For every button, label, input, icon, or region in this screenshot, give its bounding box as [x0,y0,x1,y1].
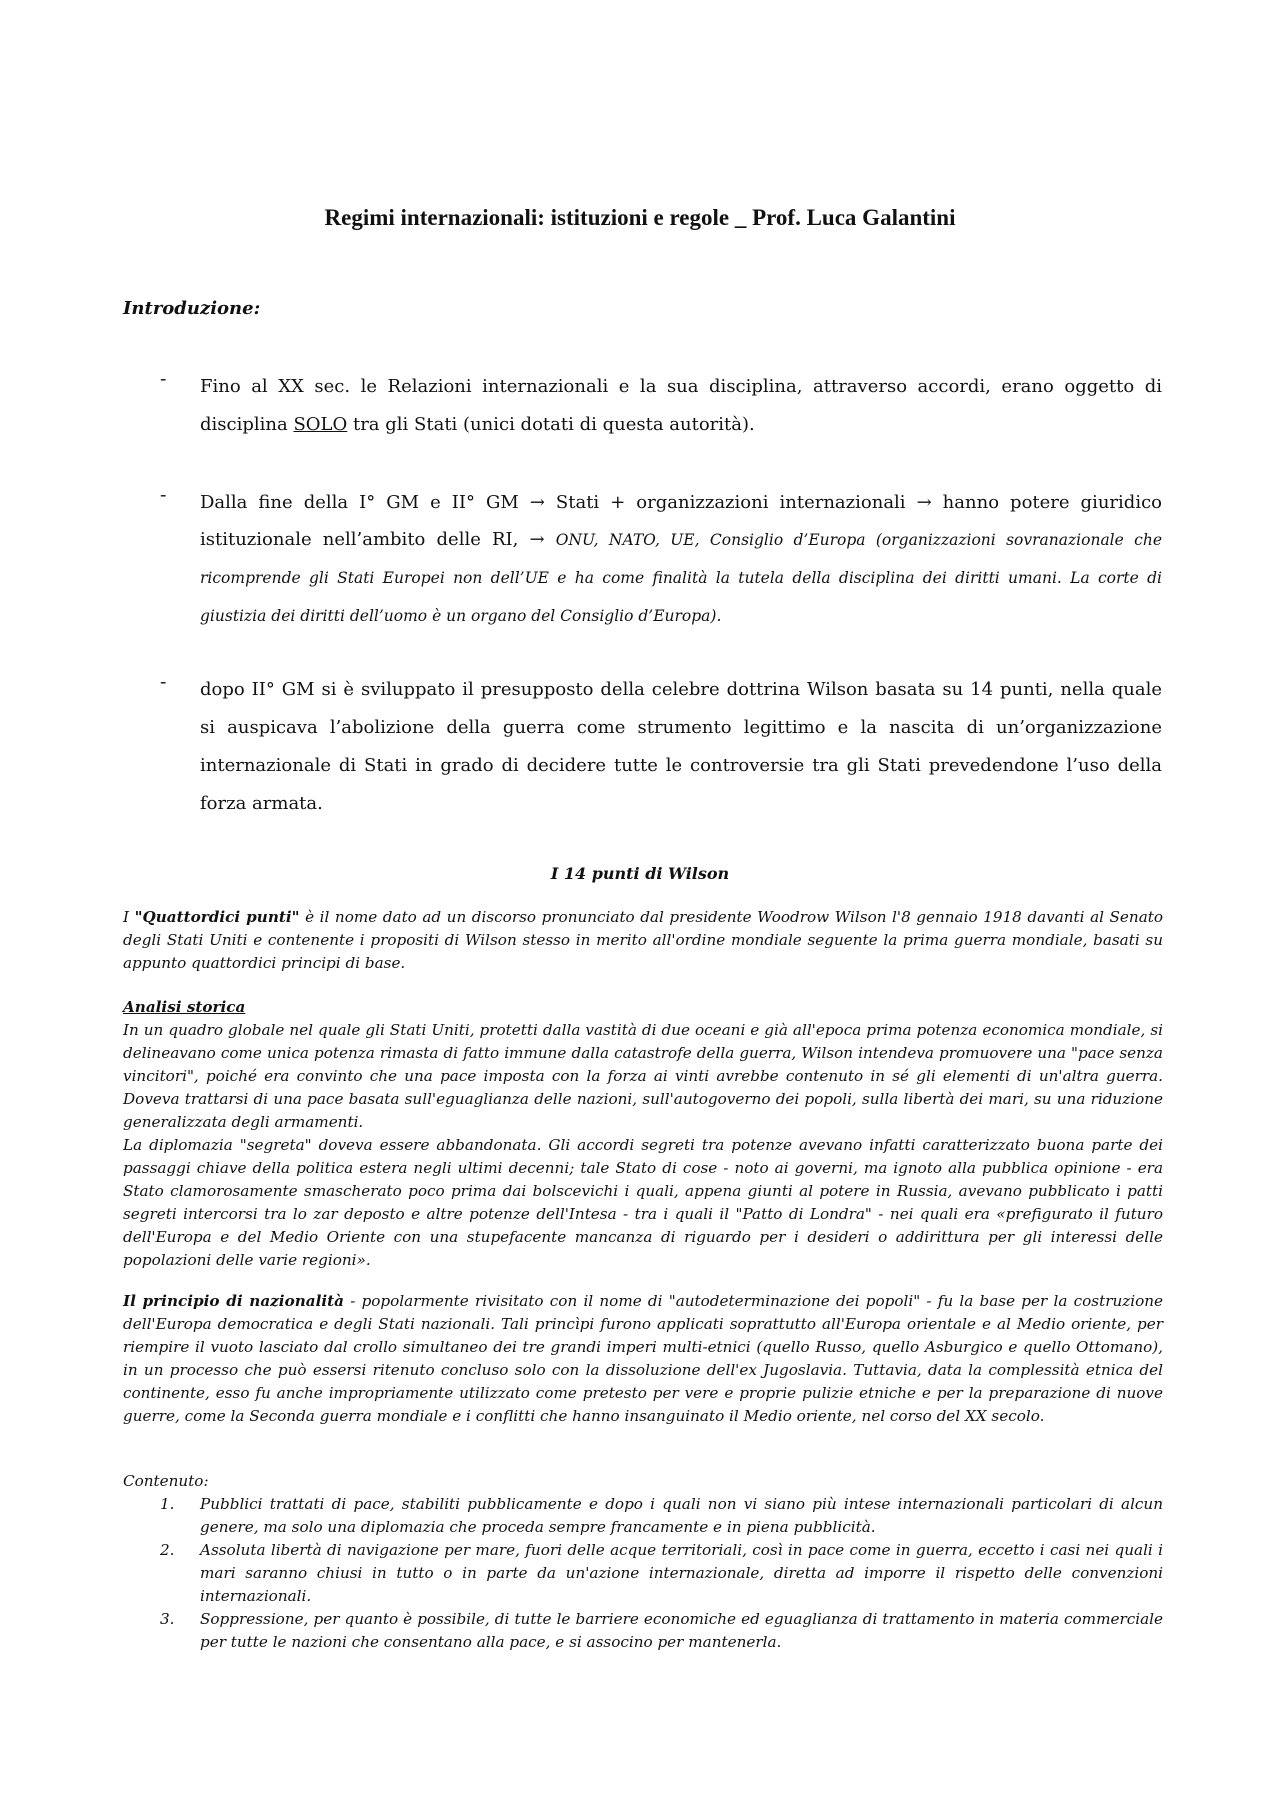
bullet-dash: - [160,368,167,390]
analisi-heading: Analisi storica [123,998,246,1016]
contenuto-list [123,1470,1163,1654]
analisi-text-2: La diplomazia "segreta" doveva essere abbandonata. Gli accordi segreti tra potenze avevano infatti caratterizzato buona parte dei passaggi chiave della politica estera negli ultimi decenni; tale Stato di cose - noto ai governi, ma ignoto alla pubblica opinione - era Stato clamorosamente smascherato poco prima dai bolscevichi i quali, appena giunti al potere in Russia, avevano pubblicato i patti segreti intercorsi tra lo zar deposto e altre potenze dell'Intesa - tra i quali il "Patto di Londra" - nei quali era «prefigurato il futuro dell'Europa e del Medio Oriente con una stupefacente mancanza di riguardo per i desideri o addirittura per gli interessi delle popolazioni delle varie regioni». [123,1136,1163,1269]
paragraph-nazionalita: Il principio di nazionalità - popolarmente rivisitato con il nome di "autodeterminazione dei popoli" - fu la base per la costruzione dell'Europa democratica e degli Stati nazionali. Tali princìpi furono applicati soprattutto all'Europa orientale e al Medio oriente, per riempire il vuoto lasciato dal crollo simultaneo dei tre grandi imperi multi-etnici (quello Russo, quello Asburgico e quello Ottomano), in un processo che può essersi ritenuto concluso solo con la dissoluzione dell'ex Jugoslavia. Tuttavia, data la complessità etnica del continente, esso fu anche impropriamente utilizzato come pretesto per vere e proprie pulizie etniche e per la preparazione di nuove guerre, come la Seconda guerra mondiale e i conflitti che hanno insanguinato il Medio oriente, nel corso del XX secolo. [123,1292,1164,1425]
nazionalita-heading: Il principio di nazionalità [123,1292,344,1310]
contenuto-heading: Contenuto: [123,1472,209,1490]
list-item: 3. Soppressione, per quanto è possibile, di tutte le barriere economiche ed eguaglianza di trattamento in materia commerciale per tutte le nazioni che consentano alla pace, e si associno per mantenerla. [160,1610,1163,1651]
paragraph-quattordici-punti: I "Quattordici punti" è il nome dato ad un discorso pronunciato dal presidente Woodrow Wilson l'8 gennaio 1918 davanti al Senato degli Stati Uniti e contenente i propositi di Wilson stesso in merito all'ordine mondiale seguente la prima guerra mondiale, basati su appunto quattordici principi di base. [123,908,1163,972]
document-title: Regimi internazionali: istituzioni e regole _ Prof. Luca Galantini [324,205,956,230]
bullet-dash: - [160,484,167,506]
underlined-word: SOLO [293,414,348,435]
list-item: 1. Pubblici trattati di pace, stabiliti pubblicamente e dopo i quali non vi siano più intese internazionali particolari di alcun genere, ma solo una diplomazia che proceda sempre francamente e in piena pubblicità. [160,1495,1163,1536]
section-title: I 14 punti di Wilson [550,864,730,883]
bullet-text: Dalla fine della I° GM e II° GM → Stati + organizzazioni internazionali → hanno potere giuridico istituzionale nell’ambito delle RI, → ONU, NATO, UE, Consiglio d’Europa (organizzazioni sovranazionale che ricomprende gli Stati Europei non dell’UE e ha come finalità la tutela della disciplina dei diritti umani. La corte di giustizia dei diritti dell’uomo è un organo del Consiglio d’Europa). [200,492,1162,625]
bullet-text: Fino al XX sec. le Relazioni internazionali e la sua disciplina, attraverso accordi, erano oggetto di disciplina SOLO tra gli Stati (unici dotati di questa autorità). [200,376,1162,435]
bullet-text: dopo II° GM si è sviluppato il presupposto della celebre dottrina Wilson basata su 14 punti, nella quale si auspicava l’abolizione della guerra come strumento legittimo e la nascita di un’organizzazione internazionale di Stati in grado di decidere tutte le controversie tra gli Stati prevedendone l’uso della forza armata. [200,679,1162,814]
italic-note: ONU, NATO, UE, Consiglio d’Europa (organizzazioni sovranazionale che ricomprende gli Stati Europei non dell’UE e ha come finalità la tutela della disciplina dei diritti umani. La corte di giustizia dei diritti dell’uomo è un organo del Consiglio d’Europa). [200,531,1162,625]
bullet-dash: - [160,671,167,693]
list-item: 2. Assoluta libertà di navigazione per mare, fuori delle acque territoriali, così in pace come in guerra, eccetto i casi nei quali i mari saranno chiusi in tutto o in parte da un'azione internazionale, diretta ad imporre il rispetto delle convenzioni internazionali. [160,1541,1163,1605]
paragraph-analisi-storica [123,996,1163,1272]
intro-heading: Introduzione: [123,298,261,319]
analisi-text-1: In un quadro globale nel quale gli Stati Uniti, protetti dalla vastità di due oceani e già all'epoca prima potenza economica mondiale, si delineavano come unica potenza rimasta di fatto immune dalla catastrofe della guerra, Wilson intendeva promuovere una "pace senza vincitori", poiché era convinto che una pace imposta con la forza ai vinti avrebbe contenuto in sé gli elementi di un'altra guerra. Doveva trattarsi di una pace basata sull'eguaglianza delle nazioni, sull'autogoverno dei popoli, sulla libertà dei mari, su una riduzione generalizzata degli armamenti. [123,1021,1163,1131]
